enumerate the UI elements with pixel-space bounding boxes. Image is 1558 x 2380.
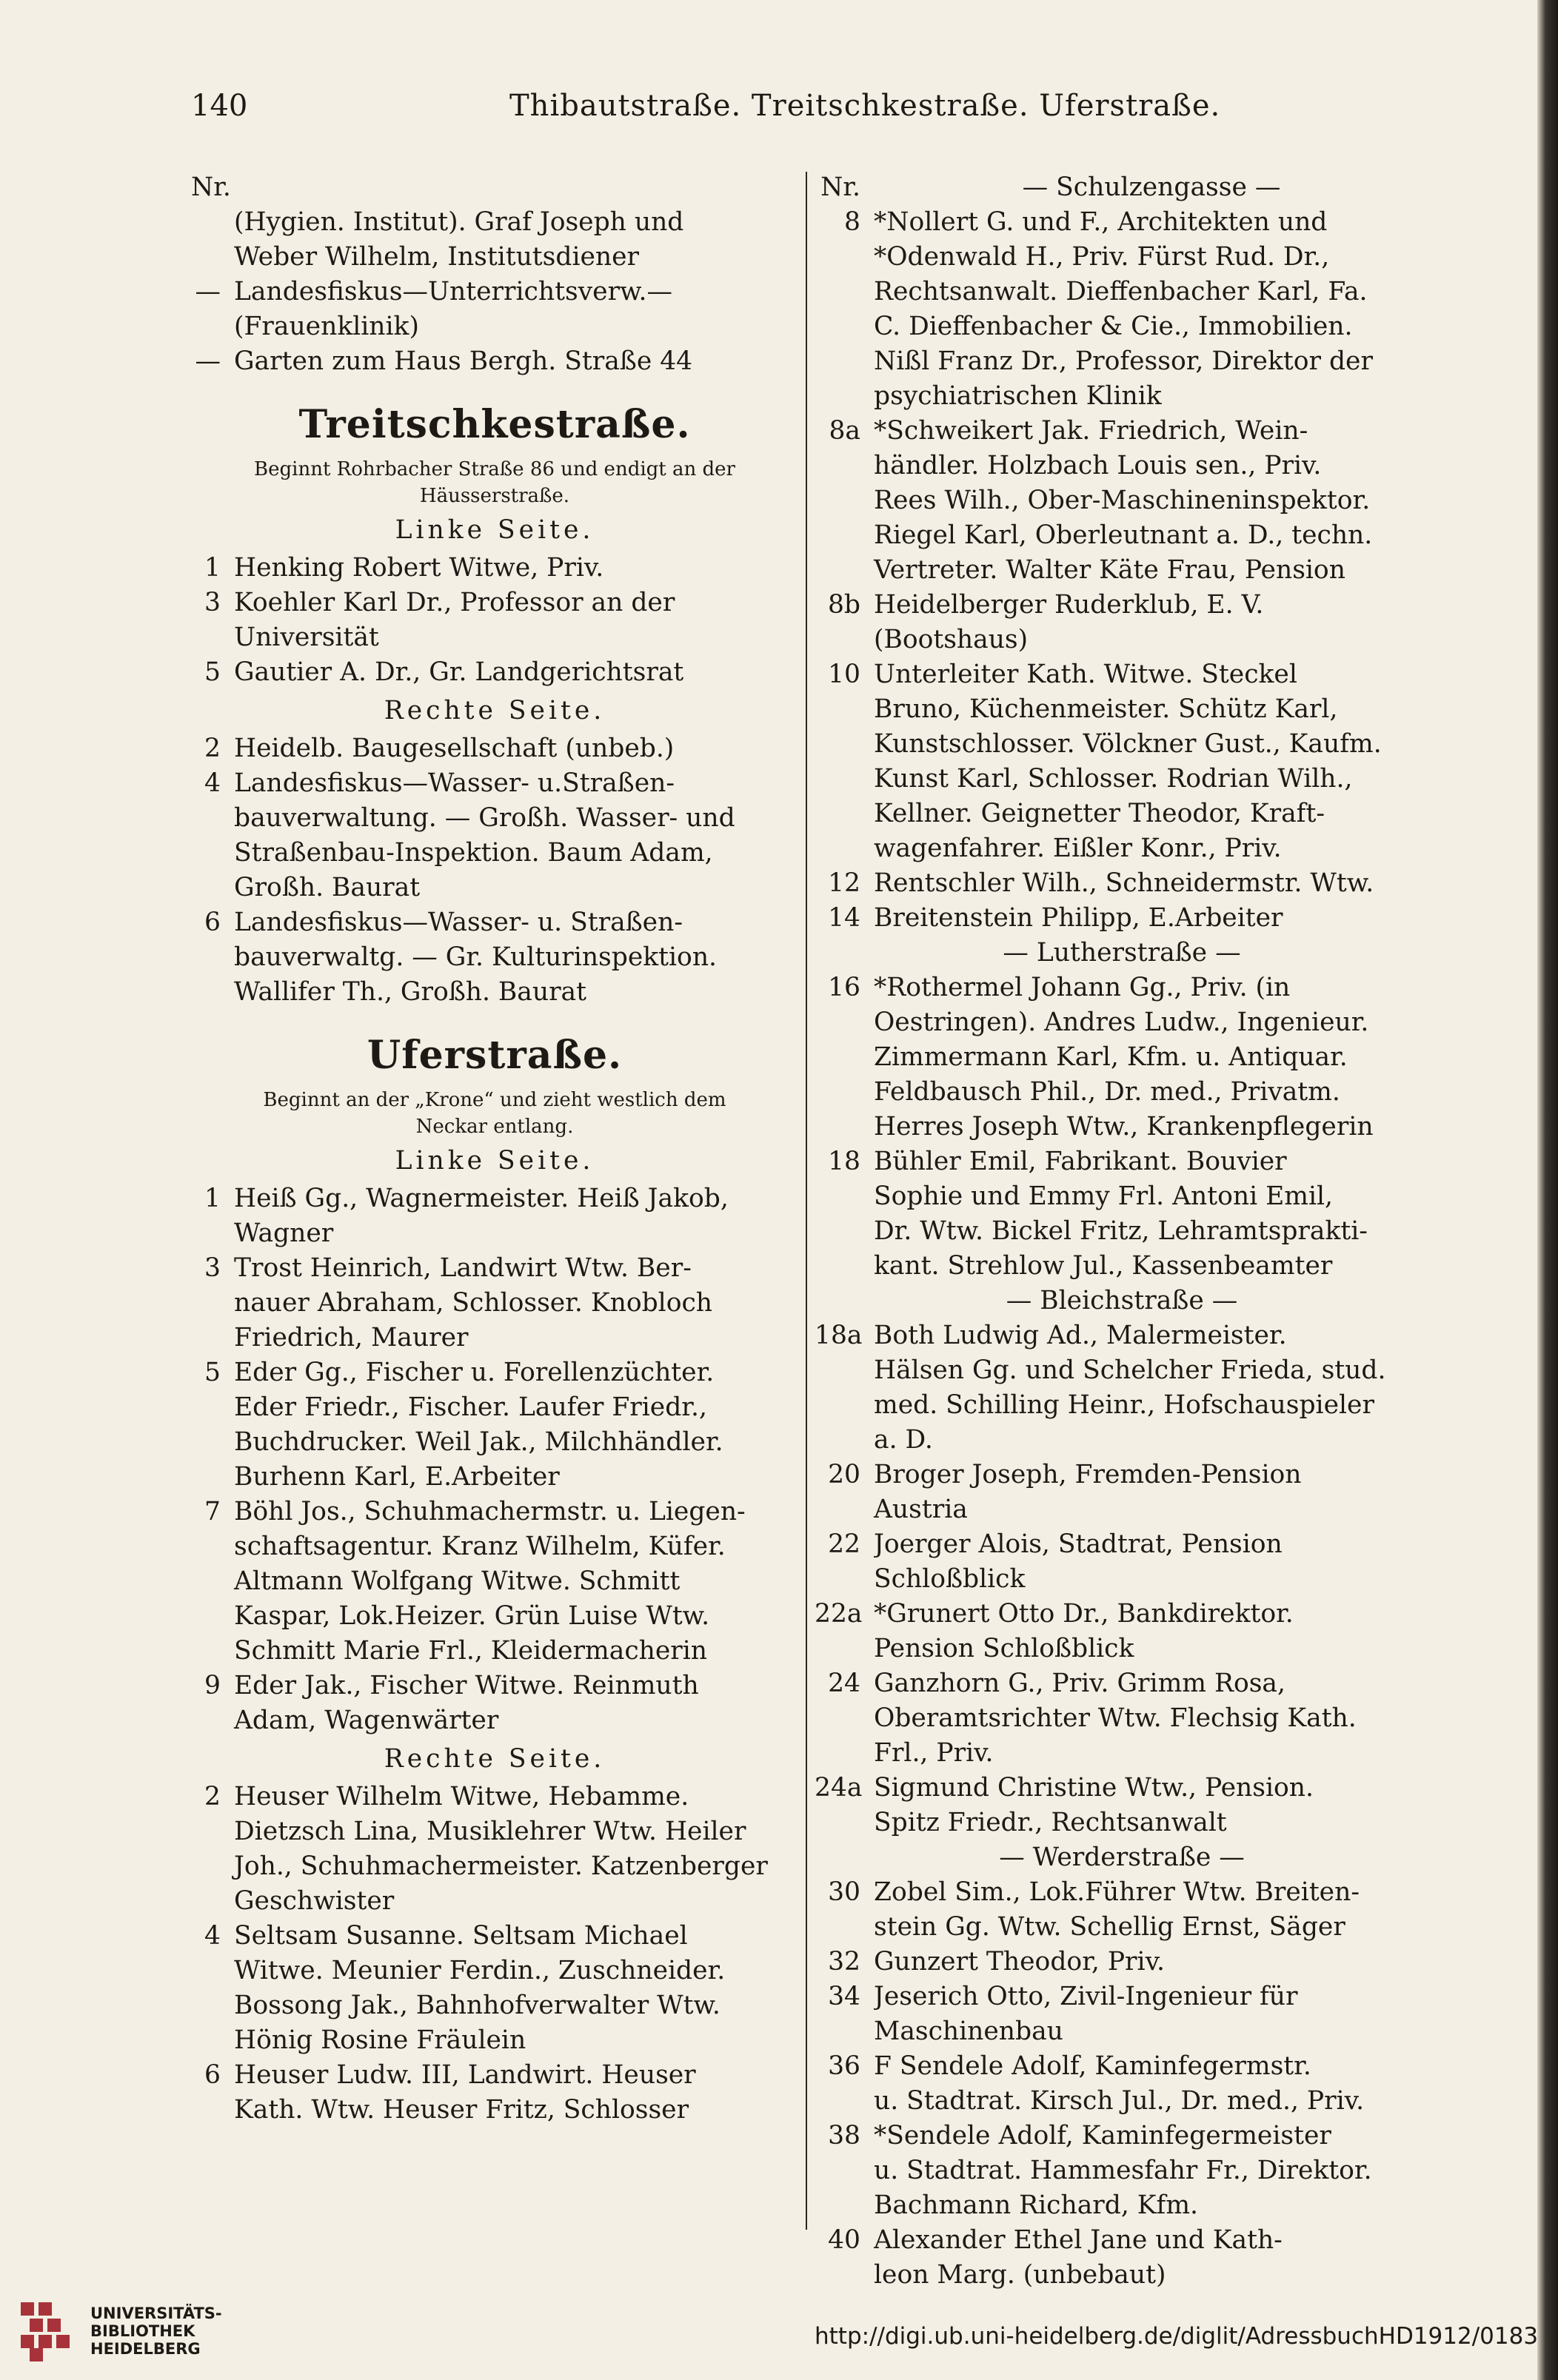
address-entry bbox=[191, 344, 798, 379]
page-number: 140 bbox=[191, 89, 248, 123]
entry-text: Joerger Alois, Stadtrat, Pension bbox=[874, 1529, 1283, 1559]
street-description: Beginnt an der „Krone“ und zieht westlich dem bbox=[263, 1089, 726, 1111]
entry-text: Seltsam Susanne. Seltsam Michael bbox=[234, 1921, 688, 1951]
entry-continuation: Joh., Schuhmachermeister. Katzenberger bbox=[234, 1851, 768, 1881]
entry-text: Both Ludwig Ad., Malermeister. bbox=[874, 1321, 1287, 1350]
address-entry bbox=[815, 1318, 1429, 1353]
entry-text: Broger Joseph, Fremden-Pension bbox=[874, 1460, 1302, 1489]
entry-continuation: Geschwister bbox=[234, 1886, 395, 1916]
address-entry bbox=[815, 588, 1429, 623]
entry-continuation: Pension Schloßblick bbox=[874, 1634, 1134, 1663]
entry-text: *Schweikert Jak. Friedrich, Wein- bbox=[874, 416, 1308, 446]
entry-continuation: Oberamtsrichter Wtw. Flechsig Kath. bbox=[874, 1703, 1357, 1733]
address-entry bbox=[191, 1780, 798, 1814]
house-number: 7 bbox=[204, 1497, 221, 1526]
entry-text: Eder Gg., Fischer u. Forellenzüchter. bbox=[234, 1358, 715, 1387]
entry-text: Jeserich Otto, Zivil-Ingenieur für bbox=[874, 1982, 1298, 2011]
entry-continuation: Austria bbox=[874, 1495, 968, 1524]
house-number: 22 bbox=[828, 1529, 860, 1559]
entry-text: Ganzhorn G., Priv. Grimm Rosa, bbox=[874, 1669, 1285, 1698]
entry-text: Landesfiskus—Wasser- u.Straßen- bbox=[234, 768, 675, 798]
entry-text: F Sendele Adolf, Kaminfegermstr. bbox=[874, 2051, 1311, 2081]
house-number: 5 bbox=[204, 1358, 221, 1387]
entry-text: Sigmund Christine Wtw., Pension. bbox=[874, 1773, 1314, 1803]
house-number: Nr. bbox=[820, 172, 860, 202]
address-entry bbox=[191, 1669, 798, 1703]
house-number: 1 bbox=[204, 1184, 221, 1213]
entry-continuation: Rechtsanwalt. Dieffenbacher Karl, Fa. bbox=[874, 277, 1368, 306]
house-number: 40 bbox=[828, 2225, 860, 2255]
entry-text bbox=[234, 170, 798, 205]
house-number: 6 bbox=[204, 908, 221, 937]
entry-continuation: *Odenwald H., Priv. Fürst Rud. Dr., bbox=[874, 242, 1330, 272]
entry-continuation: Hönig Rosine Fräulein bbox=[234, 2025, 526, 2055]
house-number: 8 bbox=[844, 207, 860, 237]
house-number: 9 bbox=[204, 1671, 221, 1700]
address-entry bbox=[191, 1495, 798, 1529]
house-number: 8b bbox=[827, 590, 860, 620]
entry-continuation: Frl., Priv. bbox=[874, 1738, 994, 1768]
entry-continuation: bauverwaltung. — Großh. Wasser- und bbox=[234, 803, 735, 833]
house-number: 24 bbox=[828, 1669, 860, 1698]
entry-continuation: nauer Abraham, Schlosser. Knobloch bbox=[234, 1288, 713, 1318]
address-entry bbox=[815, 901, 1429, 936]
address-entry bbox=[815, 170, 1429, 205]
entry-continuation: Nißl Franz Dr., Professor, Direktor der bbox=[874, 346, 1373, 376]
entry-continuation: Adam, Wagenwärter bbox=[234, 1706, 499, 1735]
address-entry bbox=[191, 2058, 798, 2093]
footer bbox=[0, 2280, 1558, 2380]
entry-continuation: Riegel Karl, Oberleutnant a. D., techn. bbox=[874, 520, 1373, 550]
entry-text: *Rothermel Johann Gg., Priv. (in bbox=[874, 973, 1291, 1002]
address-entry bbox=[815, 414, 1429, 449]
house-number: 36 bbox=[828, 2051, 860, 2081]
street-description: Häusserstraße. bbox=[419, 485, 570, 507]
entry-text: Böhl Jos., Schuhmachermstr. u. Liegen- bbox=[234, 1497, 746, 1526]
house-number: 38 bbox=[828, 2121, 860, 2151]
house-number: 16 bbox=[828, 973, 860, 1002]
entry-continuation: Bruno, Küchenmeister. Schütz Karl, bbox=[874, 694, 1338, 724]
entry-text: Heiß Gg., Wagnermeister. Heiß Jakob, bbox=[234, 1184, 729, 1213]
entry-continuation: u. Stadtrat. Hammesfahr Fr., Direktor. bbox=[874, 2156, 1372, 2185]
entry-text: Heidelberger Ruderklub, E. V. bbox=[874, 590, 1264, 620]
address-entry bbox=[815, 2049, 1429, 2084]
house-number: 34 bbox=[828, 1982, 860, 2011]
address-entry bbox=[815, 1980, 1429, 2014]
entry-continuation: Burhenn Karl, E.Arbeiter bbox=[234, 1462, 560, 1492]
entry-text: Heuser Wilhelm Witwe, Hebamme. bbox=[234, 1782, 689, 1811]
address-entry bbox=[815, 866, 1429, 901]
address-entry bbox=[815, 1458, 1429, 1492]
house-number: 2 bbox=[204, 734, 221, 763]
house-number: 12 bbox=[828, 868, 860, 898]
entry-continuation: Dietzsch Lina, Musiklehrer Wtw. Heiler bbox=[234, 1817, 746, 1846]
address-entry bbox=[191, 1919, 798, 1954]
cross-street-label: — Lutherstraße — bbox=[1003, 938, 1241, 968]
house-number: Nr. bbox=[191, 172, 231, 202]
entry-continuation: leon Marg. (unbebaut) bbox=[874, 2260, 1166, 2290]
address-entry bbox=[815, 1666, 1429, 1701]
entry-continuation: Kaspar, Lok.Heizer. Grün Luise Wtw. bbox=[234, 1601, 710, 1631]
entry-text: Unterleiter Kath. Witwe. Steckel bbox=[874, 660, 1297, 689]
entry-text: Heuser Ludw. III, Landwirt. Heuser bbox=[234, 2060, 696, 2090]
address-entry bbox=[191, 275, 798, 309]
house-number: 18a bbox=[815, 1321, 863, 1350]
entry-continuation: a. D. bbox=[874, 1425, 933, 1455]
side-heading: Linke Seite. bbox=[395, 1146, 595, 1176]
entry-continuation: (Bootshaus) bbox=[874, 625, 1029, 654]
house-number: 4 bbox=[204, 1921, 221, 1951]
entry-text: Garten zum Haus Bergh. Straße 44 bbox=[234, 346, 693, 376]
entry-continuation: Eder Friedr., Fischer. Laufer Friedr., bbox=[234, 1392, 707, 1422]
address-entry bbox=[815, 1144, 1429, 1179]
address-entry bbox=[191, 586, 798, 620]
entry-continuation: wagenfahrer. Eißler Konr., Priv. bbox=[874, 834, 1282, 863]
entry-continuation: Bossong Jak., Bahnhofverwalter Wtw. bbox=[234, 1991, 721, 2020]
house-number: 1 bbox=[204, 553, 221, 583]
entry-text: Bühler Emil, Fabrikant. Bouvier bbox=[874, 1147, 1287, 1176]
entry-continuation: Dr. Wtw. Bickel Fritz, Lehramtsprakti- bbox=[874, 1216, 1368, 1246]
house-number: 5 bbox=[204, 657, 221, 687]
entry-text: Rentschler Wilh., Schneidermstr. Wtw. bbox=[874, 868, 1374, 898]
address-entry bbox=[191, 170, 798, 205]
library-name: UNIVERSITÄTS- BIBLIOTHEK HEIDELBERG bbox=[90, 2304, 222, 2358]
side-heading: Rechte Seite. bbox=[384, 696, 606, 725]
entry-text: Koehler Karl Dr., Professor an der bbox=[234, 588, 675, 617]
entry-continuation: händler. Holzbach Louis sen., Priv. bbox=[874, 451, 1322, 480]
street-heading: Treitschkestraße. bbox=[298, 402, 691, 447]
house-number: 8a bbox=[829, 416, 860, 446]
entry-continuation: Großh. Baurat bbox=[234, 873, 421, 902]
entry-continuation: stein Gg. Wtw. Schellig Ernst, Säger bbox=[874, 1912, 1345, 1942]
entry-text: Zobel Sim., Lok.Führer Wtw. Breiten- bbox=[874, 1877, 1360, 1907]
entry-continuation: Buchdrucker. Weil Jak., Milchhändler. bbox=[234, 1427, 723, 1457]
entry-continuation: Altmann Wolfgang Witwe. Schmitt bbox=[234, 1566, 681, 1596]
address-entry bbox=[815, 1771, 1429, 1806]
entry-text: *Nollert G. und F., Architekten und bbox=[874, 207, 1328, 237]
entry-text: Eder Jak., Fischer Witwe. Reinmuth bbox=[234, 1671, 699, 1700]
address-entry bbox=[815, 1945, 1429, 1980]
address-entry bbox=[815, 657, 1429, 692]
entry-continuation: Wagner bbox=[234, 1219, 334, 1248]
entry-text: Landesfiskus—Wasser- u. Straßen- bbox=[234, 908, 683, 937]
house-number: 24a bbox=[815, 1773, 863, 1803]
address-entry bbox=[191, 1251, 798, 1286]
entry-continuation: Straßenbau-Inspektion. Baum Adam, bbox=[234, 838, 713, 868]
entry-continuation: (Frauenklinik) bbox=[234, 312, 419, 341]
entry-continuation: Kellner. Geignetter Theodor, Kraft- bbox=[874, 799, 1325, 828]
address-entry bbox=[191, 766, 798, 801]
address-entry bbox=[191, 731, 798, 766]
house-number: 18 bbox=[828, 1147, 860, 1176]
entry-continuation: schaftsagentur. Kranz Wilhelm, Küfer. bbox=[234, 1532, 726, 1561]
entry-continuation: Sophie und Emmy Frl. Antoni Emil, bbox=[874, 1181, 1334, 1211]
entry-text: Gunzert Theodor, Priv. bbox=[874, 1947, 1165, 1977]
house-number: 20 bbox=[828, 1460, 860, 1489]
column-divider bbox=[806, 172, 807, 2230]
side-heading: Rechte Seite. bbox=[384, 1744, 606, 1774]
house-number: 6 bbox=[204, 2060, 221, 2090]
entry-continuation: Oestringen). Andres Ludw., Ingenieur. bbox=[874, 1008, 1369, 1037]
running-title: Thibautstraße. Treitschkestraße. Uferstraße. bbox=[509, 89, 1221, 123]
entry-continuation: Zimmermann Karl, Kfm. u. Antiquar. bbox=[874, 1042, 1348, 1072]
house-number: 3 bbox=[204, 1253, 221, 1283]
address-entry bbox=[815, 1527, 1429, 1562]
address-entry bbox=[815, 971, 1429, 1005]
house-number: 4 bbox=[204, 768, 221, 798]
house-number: — bbox=[195, 277, 221, 306]
page-header bbox=[191, 89, 1420, 141]
house-number: 30 bbox=[828, 1877, 860, 1907]
house-number: 2 bbox=[204, 1782, 221, 1811]
entry-continuation: Friedrich, Maurer bbox=[234, 1323, 469, 1352]
address-entry bbox=[815, 2223, 1429, 2258]
house-number: 10 bbox=[828, 660, 860, 689]
entry-continuation: bauverwaltg. — Gr. Kulturinspektion. bbox=[234, 942, 718, 972]
entry-continuation: (Hygien. Institut). Graf Joseph und bbox=[234, 207, 684, 237]
house-number: — bbox=[195, 346, 221, 376]
entry-text: — Schulzengasse — bbox=[1022, 172, 1281, 202]
entry-continuation: Spitz Friedr., Rechtsanwalt bbox=[874, 1808, 1227, 1837]
entry-text: Heidelb. Baugesellschaft (unbeb.) bbox=[234, 734, 675, 763]
entry-continuation: med. Schilling Heinr., Hofschauspieler bbox=[874, 1390, 1374, 1420]
address-entry bbox=[815, 1875, 1429, 1910]
entry-text: *Sendele Adolf, Kaminfegermeister bbox=[874, 2121, 1331, 2151]
address-entry bbox=[191, 1355, 798, 1390]
address-entry bbox=[191, 655, 798, 690]
entry-text: Landesfiskus—Unterrichtsverw.— bbox=[234, 277, 672, 306]
entry-continuation: Vertreter. Walter Käte Frau, Pension bbox=[874, 555, 1345, 585]
entry-continuation: Universität bbox=[234, 623, 379, 652]
house-number: 32 bbox=[828, 1947, 860, 1977]
house-number: 22a bbox=[815, 1599, 863, 1629]
address-entry bbox=[191, 905, 798, 940]
entry-continuation: Schloßblick bbox=[874, 1564, 1026, 1594]
address-entry bbox=[815, 205, 1429, 240]
entry-continuation: Kath. Wtw. Heuser Fritz, Schlosser bbox=[234, 2095, 689, 2125]
entry-continuation: C. Dieffenbacher & Cie., Immobilien. bbox=[874, 312, 1353, 341]
cross-street-label: — Bleichstraße — bbox=[1006, 1286, 1238, 1315]
left-column bbox=[191, 170, 798, 2128]
entry-continuation: u. Stadtrat. Kirsch Jul., Dr. med., Priv. bbox=[874, 2086, 1365, 2116]
entry-continuation: Bachmann Richard, Kfm. bbox=[874, 2190, 1199, 2220]
cross-street-label: — Werderstraße — bbox=[999, 1843, 1245, 1872]
entry-text: Gautier A. Dr., Gr. Landgerichtsrat bbox=[234, 657, 684, 687]
address-entry bbox=[191, 551, 798, 586]
entry-continuation: Maschinenbau bbox=[874, 2017, 1063, 2046]
entry-text: Henking Robert Witwe, Priv. bbox=[234, 553, 604, 583]
address-entry bbox=[191, 1181, 798, 1216]
street-description: Beginnt Rohrbacher Straße 86 und endigt an der bbox=[254, 458, 735, 480]
side-heading: Linke Seite. bbox=[395, 515, 595, 545]
entry-continuation: Weber Wilhelm, Institutsdiener bbox=[234, 242, 640, 272]
library-logo-icon bbox=[21, 2302, 86, 2361]
entry-continuation: Schmitt Marie Frl., Kleidermacherin bbox=[234, 1636, 708, 1666]
entry-continuation: Feldbausch Phil., Dr. med., Privatm. bbox=[874, 1077, 1340, 1107]
right-column bbox=[815, 170, 1429, 2293]
entry-continuation: Wallifer Th., Großh. Baurat bbox=[234, 977, 586, 1007]
entry-continuation: Witwe. Meunier Ferdin., Zuschneider. bbox=[234, 1956, 726, 1985]
street-heading: Uferstraße. bbox=[367, 1033, 623, 1078]
page-edge bbox=[1537, 0, 1558, 2380]
source-url[interactable]: http://digi.ub.uni-heidelberg.de/diglit/AdressbuchHD1912/0183 bbox=[815, 2323, 1539, 2350]
entry-continuation: psychiatrischen Klinik bbox=[874, 381, 1162, 411]
entry-text: *Grunert Otto Dr., Bankdirektor. bbox=[874, 1599, 1294, 1629]
entry-continuation: kant. Strehlow Jul., Kassenbeamter bbox=[874, 1251, 1333, 1281]
street-description: Neckar entlang. bbox=[415, 1116, 574, 1138]
entry-text: Alexander Ethel Jane und Kath- bbox=[874, 2225, 1283, 2255]
entry-text: Trost Heinrich, Landwirt Wtw. Ber- bbox=[234, 1253, 692, 1283]
entry-continuation: Hälsen Gg. und Schelcher Frieda, stud. bbox=[874, 1355, 1386, 1385]
house-number: 14 bbox=[828, 903, 860, 933]
entry-continuation: Kunst Karl, Schlosser. Rodrian Wilh., bbox=[874, 764, 1353, 794]
entry-continuation: Kunstschlosser. Völckner Gust., Kaufm. bbox=[874, 729, 1382, 759]
house-number: 3 bbox=[204, 588, 221, 617]
address-entry bbox=[815, 1597, 1429, 1632]
entry-continuation: Herres Joseph Wtw., Krankenpflegerin bbox=[874, 1112, 1374, 1142]
address-entry bbox=[815, 2119, 1429, 2153]
entry-continuation: Rees Wilh., Ober-Maschineninspektor. bbox=[874, 486, 1371, 515]
entry-text: Breitenstein Philipp, E.Arbeiter bbox=[874, 903, 1283, 933]
